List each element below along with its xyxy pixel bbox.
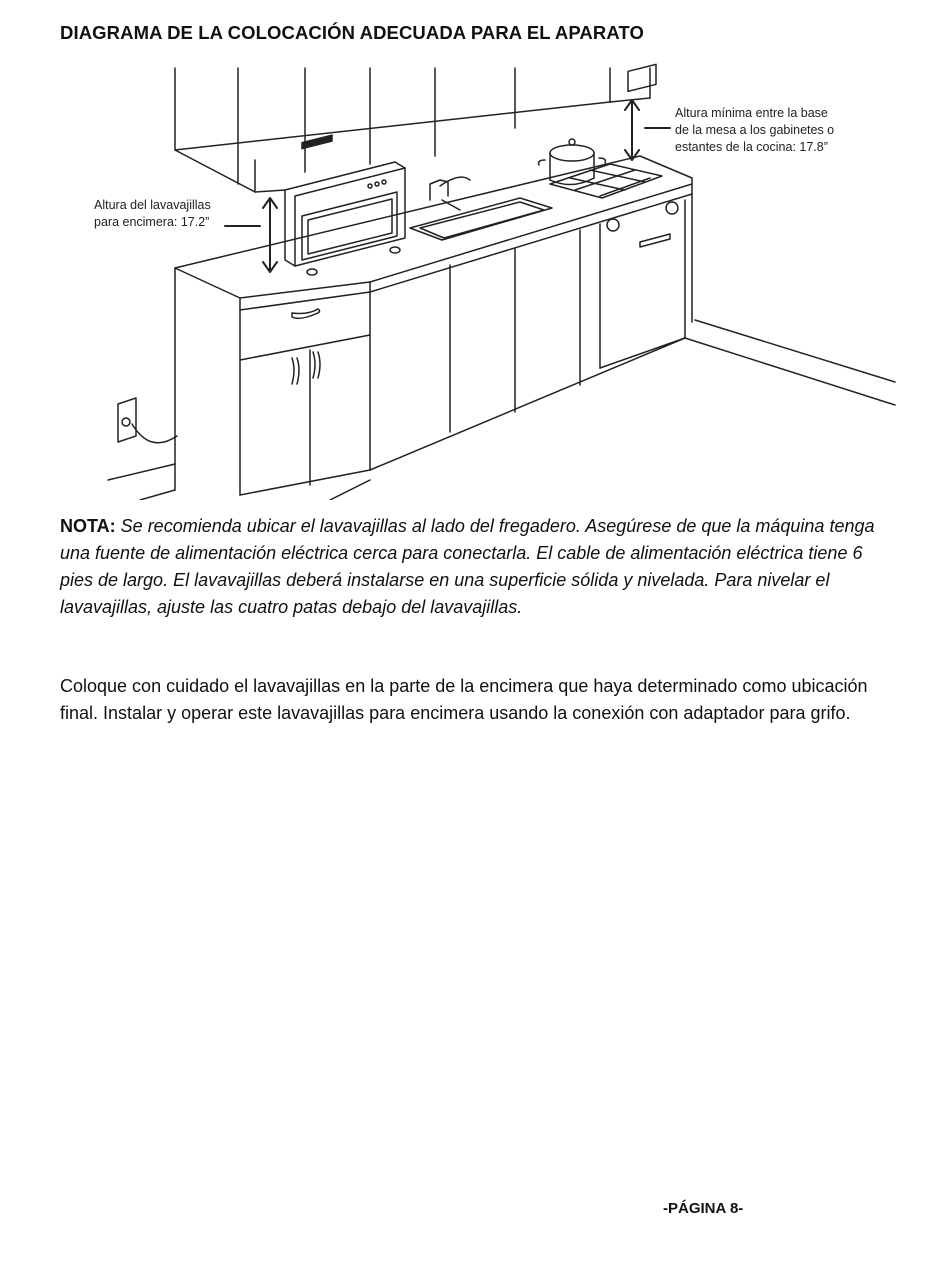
placement-text-part1: Coloque con cuidado el lavavajillas en la parte de la encimera que haya determinado como ubicación final. [60,676,868,723]
note-body: Se recomienda ubicar el lavavajillas al lado del fregadero. Asegúrese de que la máquina tenga una fuente de alimentación eléctrica cerca para conectarla. El cable de alimentación eléctrica tiene 6 pies de largo. El lavavajillas deberá instalarse en una superficie sólida y nivelada. Para nivelar el lavavajillas, ajuste las cuatro patas debajo del lavavajillas. [60,516,875,617]
dishwasher-height-callout [94,197,254,231]
page-title: DIAGRAMA DE LA COLOCACIÓN ADECUADA PARA EL APARATO [60,22,644,43]
note-paragraph [60,513,880,621]
tabletop-dishwasher [285,135,405,275]
walls-floor [108,194,895,500]
callout-right-line3: estantes de la cocina: 17.8” [675,140,828,154]
wall-outlet [118,398,177,443]
left-cabinet [175,268,370,495]
min-clearance-callout [675,105,865,156]
upper-cabinets [175,68,650,192]
callout-right-line1: Altura mínima entre la base [675,106,828,120]
placement-paragraph [60,673,890,727]
oven [607,64,678,247]
callout-left-line2: para encimera: 17.2” [94,215,210,229]
page-number: -PÁGINA 8- [663,1200,744,1217]
note-label: NOTA: [60,516,116,536]
sink [410,177,552,240]
stove-burners [550,164,662,198]
callout-right-line2: de la mesa a los gabinetes o [675,123,835,137]
lower-cabinets [370,200,685,470]
placement-text-part2: Instalar y operar este lavavajillas para encimera usando la conexión con adaptador para grifo. [103,703,851,723]
callout-left-line1: Altura del lavavajillas [94,198,211,212]
